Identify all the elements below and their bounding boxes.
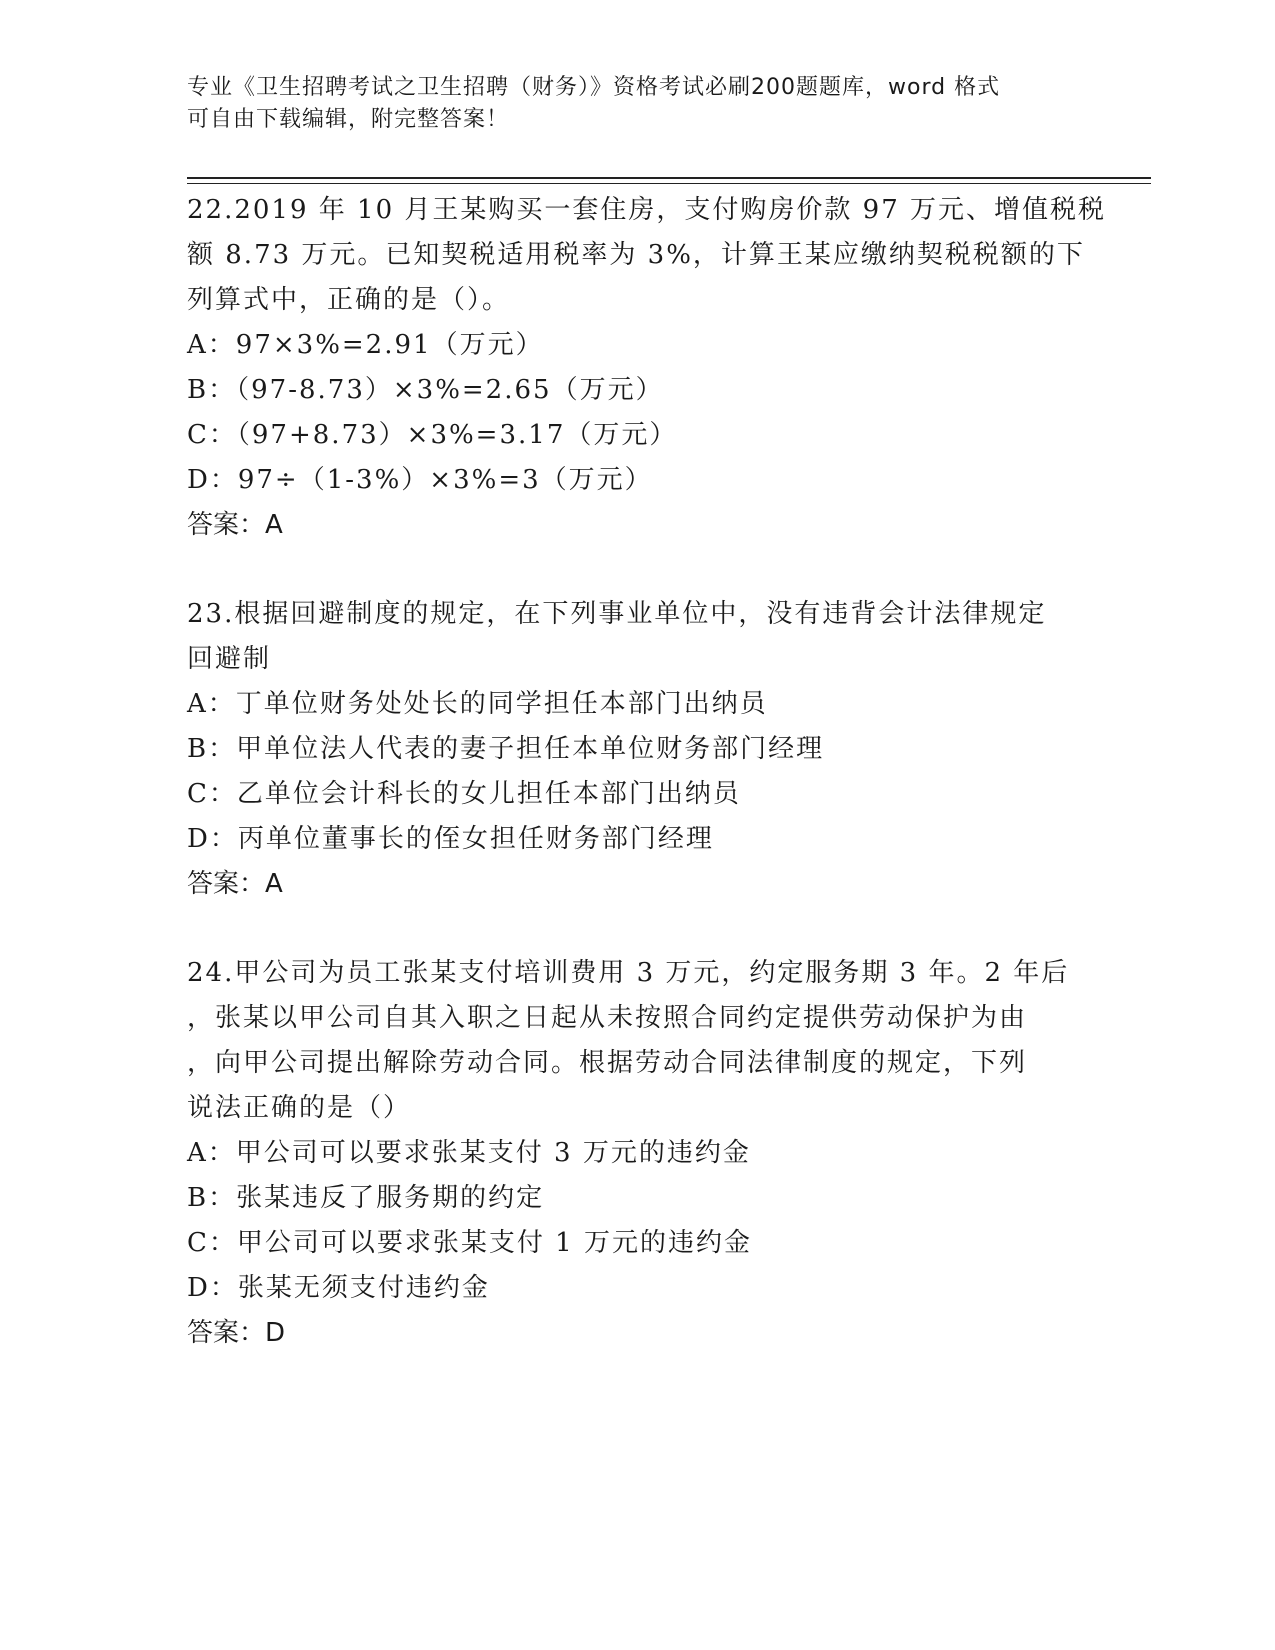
answer-label: 答案：A [187,510,283,540]
stem-line: 22.2019 年 10 月王某购买一套住房，支付购房价款 97 万元、增值税税 [187,195,1107,225]
option-a: A：丁单位财务处处长的同学担任本部门出纳员 [187,689,768,719]
stem-line: 23.根据回避制度的规定，在下列事业单位中，没有违背会计法律规定 [187,599,1047,629]
document-header [187,72,1087,136]
question-list [187,188,1107,1356]
option-c: C：甲公司可以要求张某支付 1 万元的违约金 [187,1228,752,1258]
option-d: D：97÷（1-3%）×3%=3（万元） [187,465,653,495]
option-b: B：甲单位法人代表的妻子担任本单位财务部门经理 [187,734,825,764]
header-divider-thick [187,177,1151,179]
option-c: C：乙单位会计科长的女儿担任本部门出纳员 [187,779,741,809]
answer-label: 答案：D [187,1318,286,1348]
question-stem [187,592,1087,682]
header-line-2: 可自由下载编辑，附完整答案！ [187,107,510,132]
stem-line: 列算式中，正确的是（）。 [187,285,511,315]
option-b: B：张某违反了服务期的约定 [187,1183,545,1213]
header-divider-thin [187,183,1151,184]
option-b: B：（97-8.73）×3%=2.65（万元） [187,375,664,405]
stem-line: 回避制 [187,644,272,674]
question-stem [187,188,1107,323]
stem-line: 24.甲公司为员工张某支付培训费用 3 万元，约定服务期 3 年。2 年后 [187,958,1070,988]
question-stem [187,951,1087,1131]
stem-line: ，张某以甲公司自其入职之日起从未按照合同约定提供劳动保护为由 [187,1003,1028,1033]
header-line-1: 专业《卫生招聘考试之卫生招聘（财务）》资格考试必刷200题题库，word 格式 [187,75,1001,100]
question-23 [187,592,1087,907]
option-d: D：丙单位董事长的侄女担任财务部门经理 [187,824,714,854]
question-24 [187,951,1087,1356]
option-d: D：张某无须支付违约金 [187,1273,490,1303]
option-a: A：甲公司可以要求张某支付 3 万元的违约金 [187,1138,751,1168]
stem-line: 额 8.73 万元。已知契税适用税率为 3%，计算王某应缴纳契税税额的下 [187,240,1085,270]
stem-line: 说法正确的是（） [187,1093,412,1123]
option-a: A：97×3%=2.91（万元） [187,330,544,360]
answer-label: 答案：A [187,869,283,899]
question-22 [187,188,1107,548]
option-c: C：（97+8.73）×3%=3.17（万元） [187,420,678,450]
stem-line: ，向甲公司提出解除劳动合同。根据劳动合同法律制度的规定，下列 [187,1048,1028,1078]
